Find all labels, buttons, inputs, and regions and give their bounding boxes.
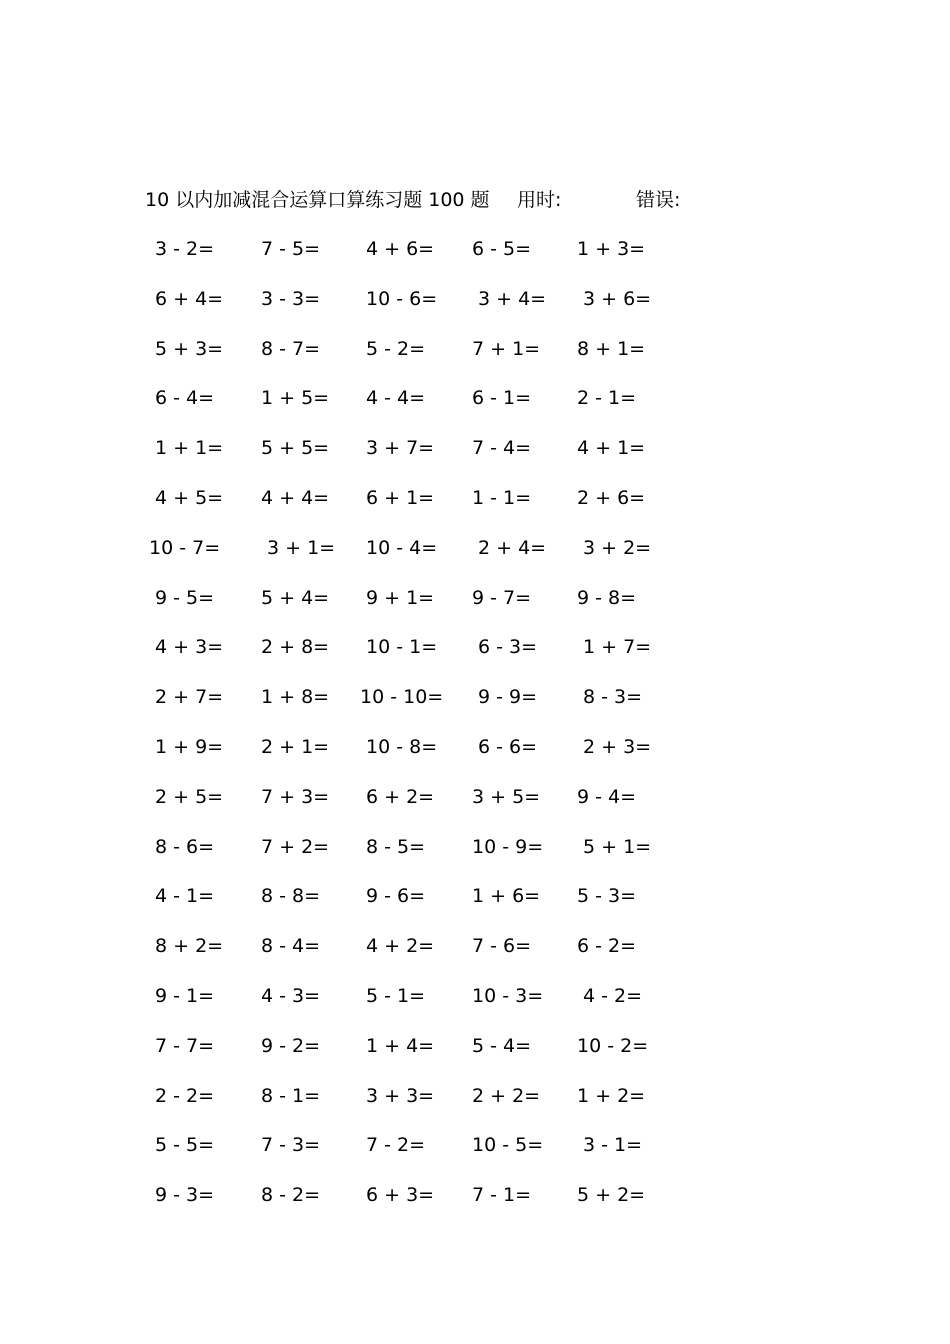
math-problem: 3 + 7= [366, 437, 435, 460]
math-problem: 5 - 3= [577, 885, 637, 908]
math-problem: 2 - 2= [155, 1084, 215, 1107]
math-problem: 9 - 4= [577, 785, 637, 808]
math-problem: 1 + 2= [577, 1084, 646, 1107]
math-problem: 3 - 1= [583, 1134, 643, 1157]
math-problem: 2 + 4= [478, 536, 547, 559]
math-problem: 7 + 3= [261, 785, 330, 808]
problem-row [0, 781, 950, 831]
math-problem: 4 - 3= [261, 984, 321, 1007]
worksheet-header [0, 185, 950, 215]
math-problem: 4 + 1= [577, 437, 646, 460]
math-problem: 6 + 3= [366, 1184, 435, 1207]
math-problem: 10 - 3= [472, 984, 544, 1007]
error-count-label: 错误: [636, 189, 681, 211]
problem-row [0, 731, 950, 781]
math-problem: 10 - 8= [366, 735, 438, 758]
math-problem: 1 + 5= [261, 387, 330, 410]
problem-row [0, 582, 950, 632]
problem-row [0, 980, 950, 1030]
math-problem: 4 + 6= [366, 238, 435, 260]
math-problem: 6 + 4= [155, 287, 224, 310]
math-problem: 6 + 2= [366, 785, 435, 808]
math-problem: 4 + 2= [366, 935, 435, 958]
math-problem: 1 + 6= [472, 885, 541, 908]
math-problem: 1 + 8= [261, 686, 330, 709]
math-problem: 2 + 6= [577, 486, 646, 509]
math-problem: 7 - 6= [472, 935, 532, 958]
time-used-label: 用时: [517, 189, 562, 211]
math-problem: 4 + 4= [261, 486, 330, 509]
math-problem: 10 - 2= [577, 1034, 649, 1057]
math-problem: 3 - 3= [261, 287, 321, 310]
math-problem: 10 - 7= [149, 536, 221, 559]
math-problem: 4 - 1= [155, 885, 215, 908]
math-problem: 8 + 2= [155, 935, 224, 958]
math-problem: 6 - 1= [472, 387, 532, 410]
math-problem: 3 + 6= [583, 287, 652, 310]
math-problem: 5 + 5= [261, 437, 330, 460]
math-problem: 7 + 2= [261, 835, 330, 858]
math-problem: 2 + 2= [472, 1084, 541, 1107]
math-problem: 8 - 1= [261, 1084, 321, 1107]
math-problem: 2 + 7= [155, 686, 224, 709]
problem-row [0, 333, 950, 383]
problem-row [0, 930, 950, 980]
math-problem: 7 - 5= [261, 238, 321, 260]
problem-row [0, 382, 950, 432]
math-problem: 6 - 4= [155, 387, 215, 410]
math-problem: 7 - 3= [261, 1134, 321, 1157]
math-problem: 9 - 7= [472, 586, 532, 609]
math-problem: 1 + 3= [577, 238, 646, 260]
math-problem: 8 - 7= [261, 337, 321, 360]
problem-row [0, 1179, 950, 1229]
math-problem: 1 - 1= [472, 486, 532, 509]
math-problem: 8 - 3= [583, 686, 643, 709]
math-problem: 9 - 5= [155, 586, 215, 609]
math-problem: 1 + 7= [583, 636, 652, 659]
math-problem: 8 - 8= [261, 885, 321, 908]
problem-row [0, 532, 950, 582]
math-problem: 10 - 1= [366, 636, 438, 659]
problem-row [0, 432, 950, 482]
math-problem: 3 + 4= [478, 287, 547, 310]
math-problem: 10 - 10= [360, 686, 444, 709]
math-problem: 5 - 4= [472, 1034, 532, 1057]
math-problem: 5 + 2= [577, 1184, 646, 1207]
math-problem: 7 - 2= [366, 1134, 426, 1157]
math-problem: 9 - 9= [478, 686, 538, 709]
problem-row [0, 283, 950, 333]
math-problem: 9 - 2= [261, 1034, 321, 1057]
math-problem: 9 - 8= [577, 586, 637, 609]
math-problem: 7 - 4= [472, 437, 532, 460]
problem-row [0, 880, 950, 930]
math-problem: 4 + 3= [155, 636, 224, 659]
math-problem: 3 + 5= [472, 785, 541, 808]
problem-row [0, 631, 950, 681]
math-problem: 1 + 4= [366, 1034, 435, 1057]
math-problem: 4 - 4= [366, 387, 426, 410]
problem-row [0, 233, 950, 283]
math-problem: 2 - 1= [577, 387, 637, 410]
math-problem: 3 + 3= [366, 1084, 435, 1107]
math-problem: 8 - 2= [261, 1184, 321, 1207]
math-problem: 7 - 7= [155, 1034, 215, 1057]
problem-grid [0, 233, 950, 1229]
math-problem: 8 - 5= [366, 835, 426, 858]
problem-row [0, 1030, 950, 1080]
math-problem: 2 + 3= [583, 735, 652, 758]
math-problem: 5 - 5= [155, 1134, 215, 1157]
problem-row [0, 681, 950, 731]
math-problem: 5 - 1= [366, 984, 426, 1007]
math-problem: 9 + 1= [366, 586, 435, 609]
problem-row [0, 1080, 950, 1130]
problem-row [0, 1129, 950, 1179]
math-problem: 3 - 2= [155, 238, 215, 260]
math-problem: 7 - 1= [472, 1184, 532, 1207]
math-problem: 9 - 3= [155, 1184, 215, 1207]
math-problem: 8 - 6= [155, 835, 215, 858]
math-problem: 1 + 9= [155, 735, 224, 758]
math-problem: 3 + 1= [267, 536, 336, 559]
worksheet-title: 10 以内加减混合运算口算练习题 100 题 [145, 189, 490, 211]
math-problem: 8 - 4= [261, 935, 321, 958]
math-problem: 7 + 1= [472, 337, 541, 360]
math-problem: 9 - 6= [366, 885, 426, 908]
math-problem: 9 - 1= [155, 984, 215, 1007]
math-problem: 6 + 1= [366, 486, 435, 509]
math-problem: 5 + 3= [155, 337, 224, 360]
math-problem: 2 + 8= [261, 636, 330, 659]
math-problem: 10 - 5= [472, 1134, 544, 1157]
math-problem: 8 + 1= [577, 337, 646, 360]
math-problem: 10 - 4= [366, 536, 438, 559]
math-problem: 6 - 5= [472, 238, 532, 260]
math-problem: 4 - 2= [583, 984, 643, 1007]
math-problem: 6 - 6= [478, 735, 538, 758]
math-problem: 2 + 5= [155, 785, 224, 808]
problem-row [0, 831, 950, 881]
math-problem: 6 - 3= [478, 636, 538, 659]
math-problem: 2 + 1= [261, 735, 330, 758]
math-problem: 3 + 2= [583, 536, 652, 559]
math-problem: 4 + 5= [155, 486, 224, 509]
math-problem: 5 - 2= [366, 337, 426, 360]
math-problem: 10 - 9= [472, 835, 544, 858]
math-problem: 1 + 1= [155, 437, 224, 460]
math-problem: 5 + 1= [583, 835, 652, 858]
math-problem: 10 - 6= [366, 287, 438, 310]
problem-row [0, 482, 950, 532]
math-problem: 6 - 2= [577, 935, 637, 958]
math-problem: 5 + 4= [261, 586, 330, 609]
